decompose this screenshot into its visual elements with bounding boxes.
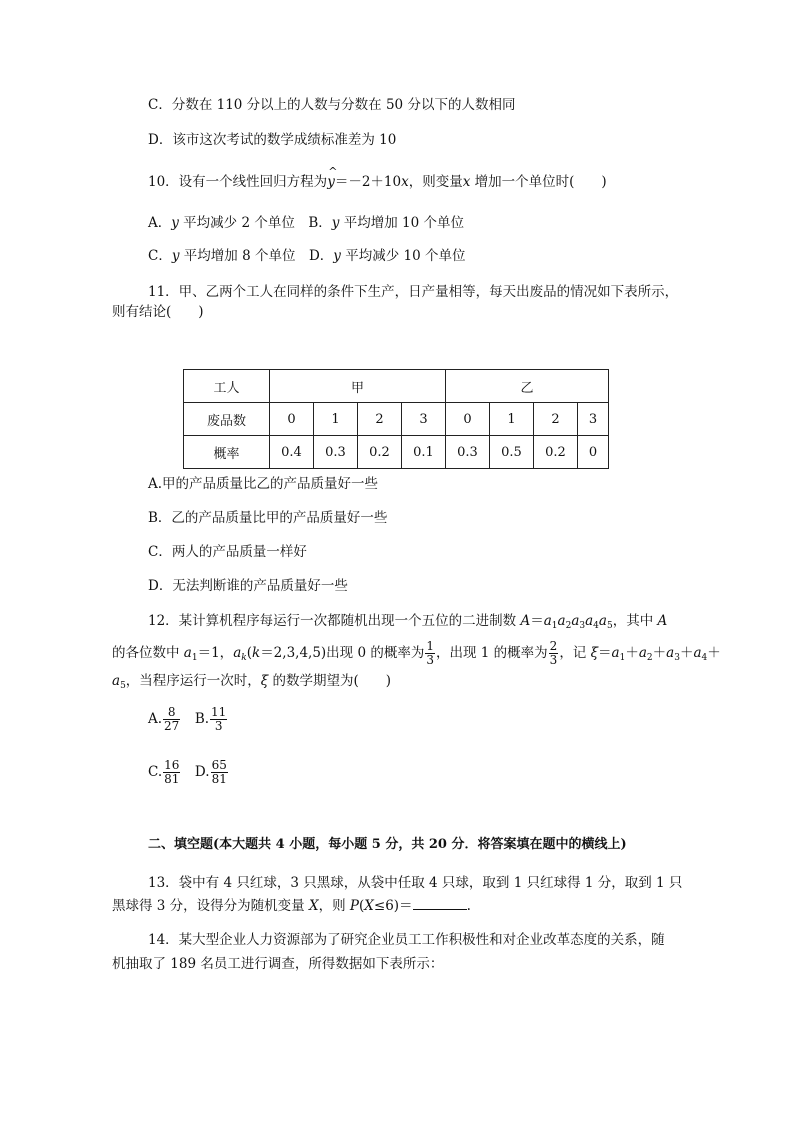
- q9-option-d: D．该市这次考试的数学成绩标准差为 10: [148, 132, 397, 148]
- table-header-prob: 概率: [184, 436, 270, 469]
- table-row: [184, 370, 609, 403]
- fraction-two-thirds: $\frac{2}{3}$: [549, 639, 558, 667]
- table-header-worker-a: 甲: [270, 370, 446, 403]
- table-cell: 0: [578, 436, 609, 469]
- q12-options-ab: A. $\frac{8}{27}$ B. $\frac{11}{3}$: [148, 705, 227, 733]
- table-cell: 0: [270, 403, 314, 436]
- table-cell: 0.3: [314, 436, 358, 469]
- table-cell: 0.5: [490, 436, 534, 469]
- table-cell: 1: [314, 403, 358, 436]
- section-title: 二、填空题(本大题共 4 小题，每小题 5 分，共 20 分．将答案填在题中的横线上): [148, 837, 627, 852]
- table-cell: 0.3: [446, 436, 490, 469]
- q12-line3: $a_5$，当程序运行一次时，ξ 的数学期望为( ): [112, 673, 392, 691]
- q13-line1: 13．袋中有 4 只红球，3 只黑球，从袋中任取 4 只球，取到 1 只红球得 1 分，取到 1 只: [148, 875, 683, 891]
- table-cell: 0.2: [358, 436, 402, 469]
- q11-stem-line1: 11．甲、乙两个工人在同样的条件下生产，日产量相等，每天出废品的情况如下表所示，: [148, 284, 679, 300]
- table-cell: 3: [402, 403, 446, 436]
- q12-line1: 12．某计算机程序每运行一次都随机出现一个五位的二进制数 $A=a_1a_2a_3a_4a_5$，其中 A: [148, 613, 668, 631]
- q9-option-c: C．分数在 110 分以上的人数与分数在 50 分以下的人数相同: [148, 97, 516, 113]
- table-row: [184, 436, 609, 469]
- q14-line2: 机抽取了 189 名员工进行调查，所得数据如下表所示：: [112, 956, 444, 972]
- q10-options-cd: C．y 平均增加 8 个单位 D．y 平均减少 10 个单位: [148, 248, 466, 264]
- table-row: [184, 403, 609, 436]
- table-cell: 0.1: [402, 436, 446, 469]
- table-cell: 2: [358, 403, 402, 436]
- q11-stem-line2: 则有结论( ): [112, 304, 204, 320]
- answer-blank[interactable]: [413, 897, 467, 910]
- table-header-worker-b: 乙: [446, 370, 609, 403]
- q14-line1: 14．某大型企业人力资源部为了研究企业员工工作积极性和对企业改革态度的关系，随: [148, 932, 665, 948]
- table-cell: 2: [534, 403, 578, 436]
- table-cell: 0.2: [534, 436, 578, 469]
- q10-options-ab: A．y 平均减少 2 个单位 B．y 平均增加 10 个单位: [148, 215, 464, 231]
- q11-option-a: A.甲的产品质量比乙的产品质量好一些: [148, 476, 379, 492]
- q11-option-c: C．两人的产品质量一样好: [148, 544, 307, 560]
- fraction-one-third: $\frac{1}{3}$: [426, 639, 434, 667]
- q12-line2: 的各位数中 $a_1=1$，$a_k(k=2,3,4,5)$出现 0 的概率为 $\frac{1}{3}$ ，出现 1 的概率为 $\frac{2}{3}$ ，记 $\xi=a_1+a_2+a_3+a_4+$: [112, 639, 721, 667]
- q11-option-b: B．乙的产品质量比甲的产品质量好一些: [148, 510, 388, 526]
- table-cell: 0.4: [270, 436, 314, 469]
- q11-option-d: D．无法判断谁的产品质量好一些: [148, 578, 348, 594]
- table-header-count: 废品数: [184, 403, 270, 436]
- q13-line2: 黑球得 3 分，设得分为随机变量 X，则 P(X≤6)＝ .: [112, 898, 471, 914]
- q10-stem: 10．设有一个线性回归方程为^ y＝－2＋10x，则变量x 增加一个单位时( ): [148, 173, 607, 191]
- table-cell: 0: [446, 403, 490, 436]
- table-header-worker: 工人: [184, 370, 270, 403]
- q12-options-cd: C. $\frac{16}{81}$ D. $\frac{65}{81}$: [148, 758, 227, 786]
- table-cell: 1: [490, 403, 534, 436]
- defect-table: [183, 369, 609, 469]
- table-cell: 3: [578, 403, 609, 436]
